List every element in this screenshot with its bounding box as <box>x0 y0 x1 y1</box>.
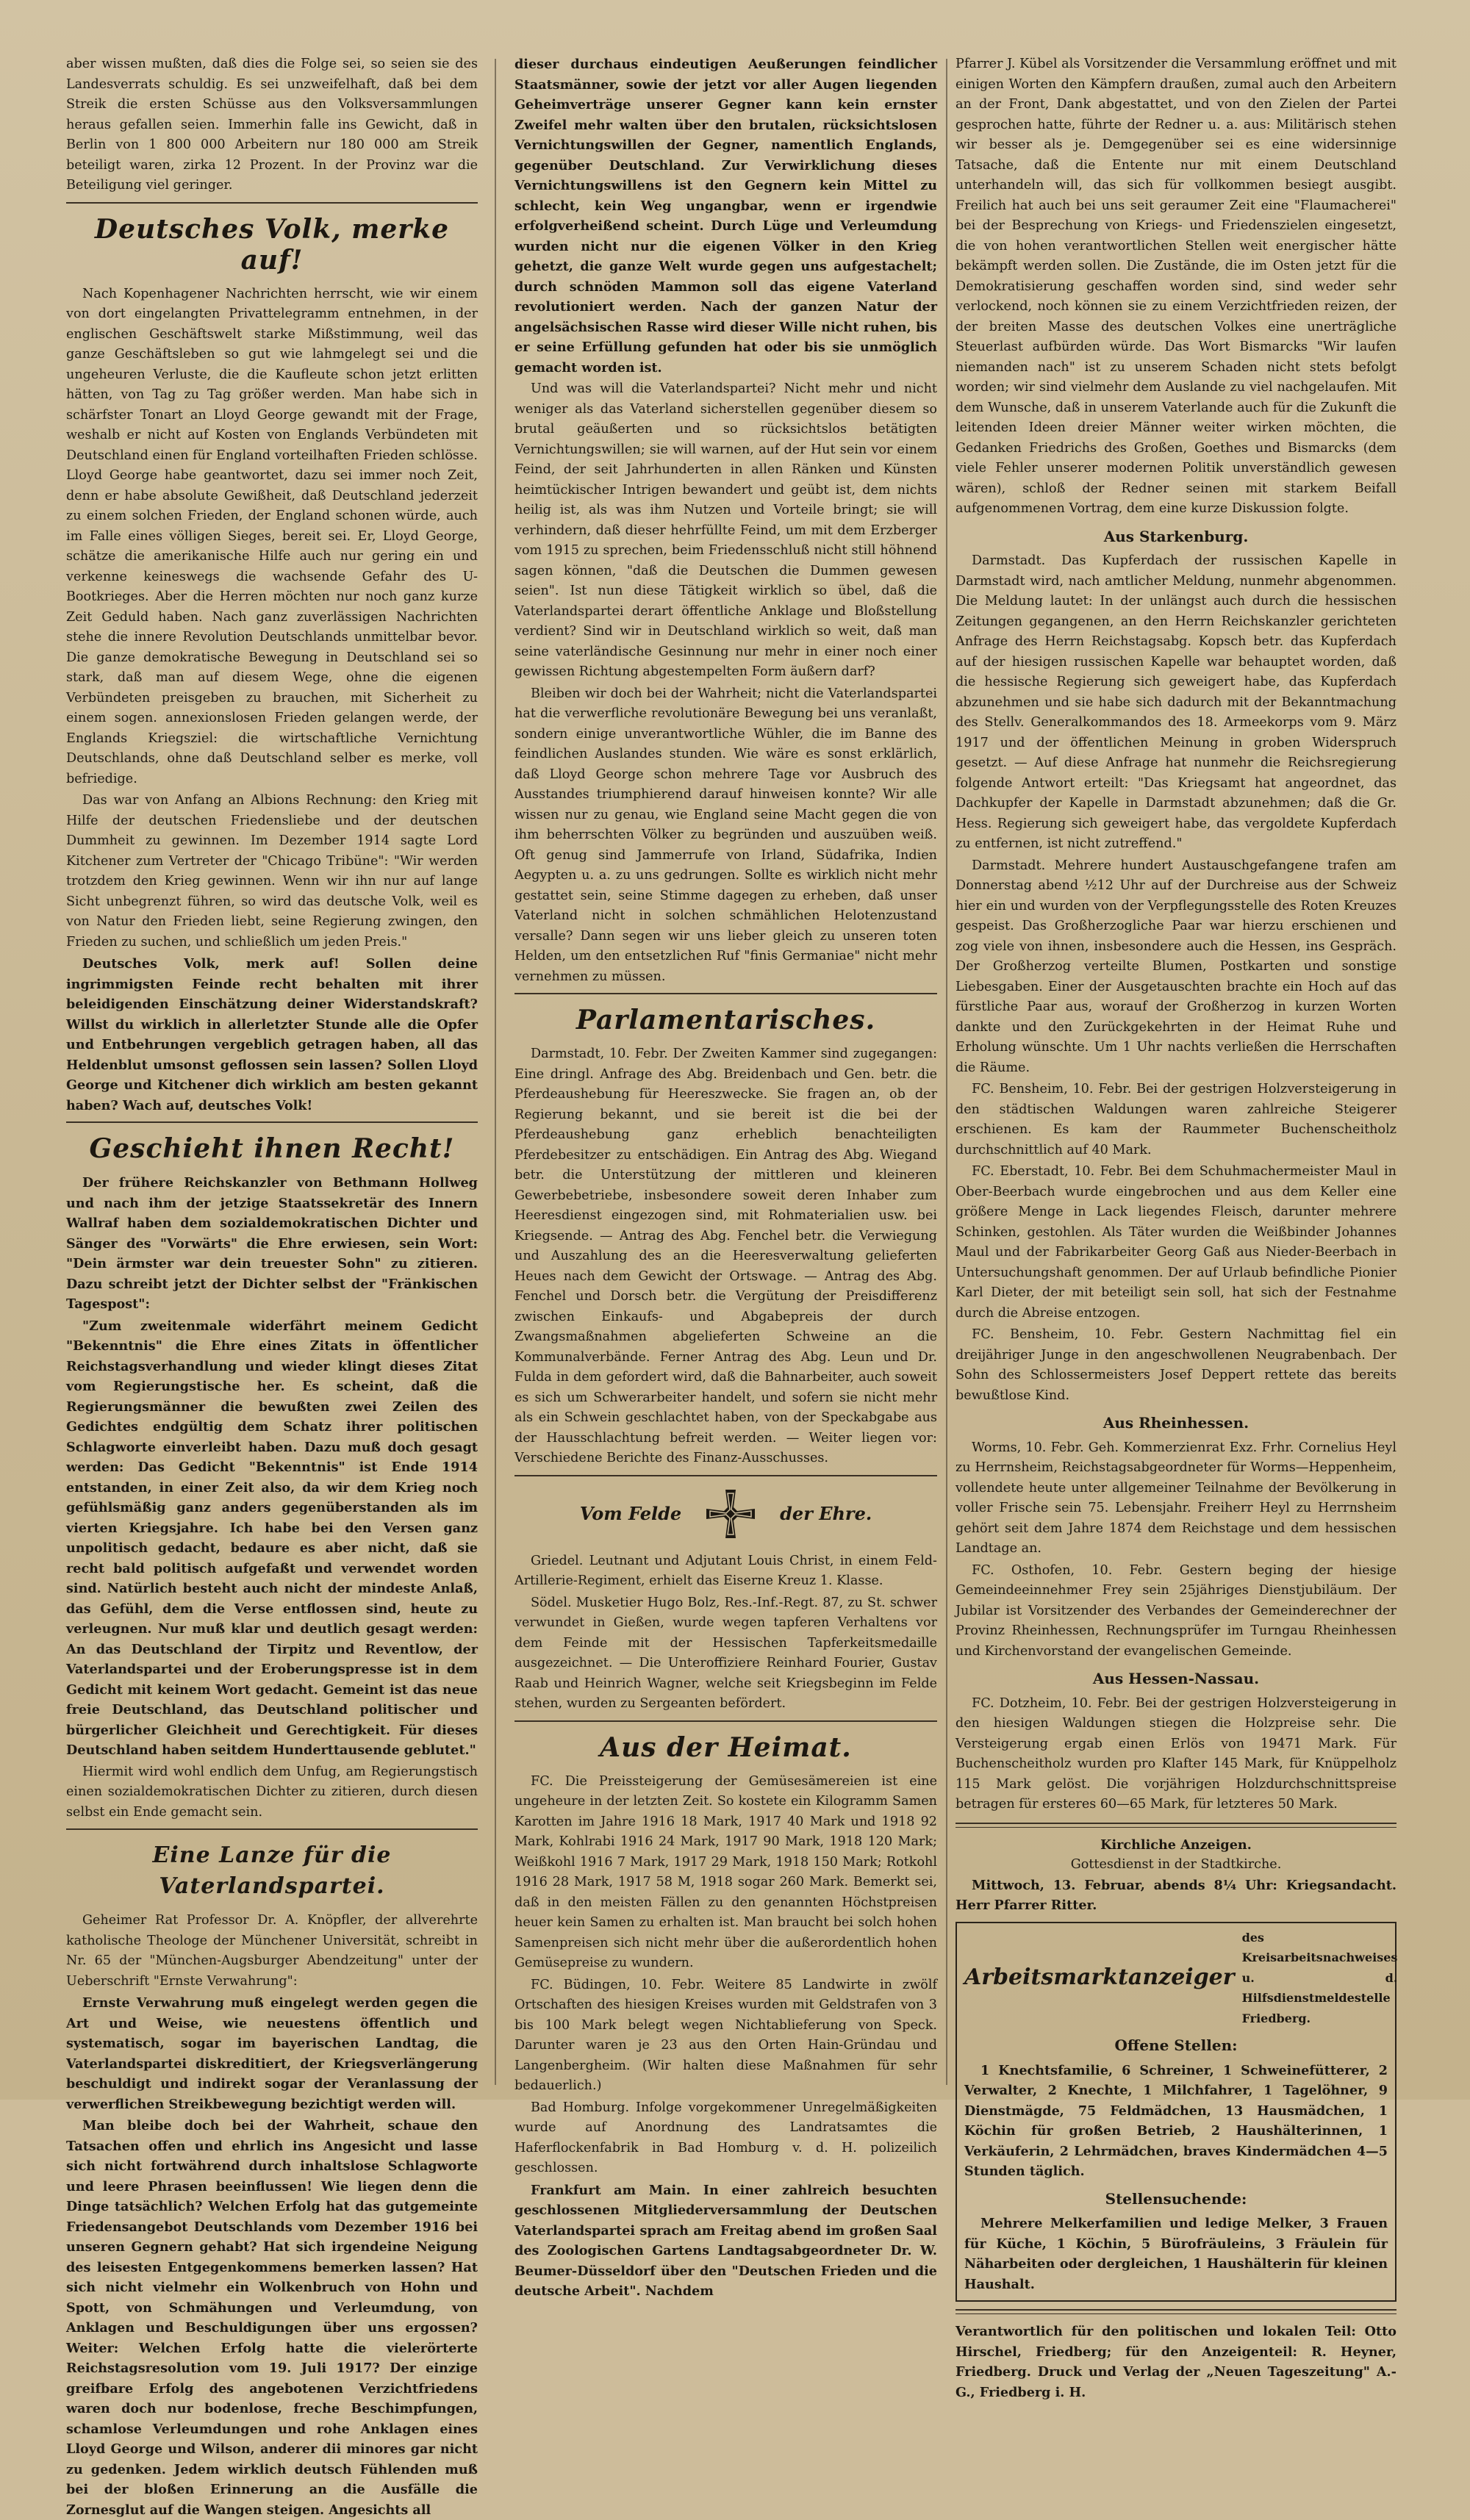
gottesdienst-subtitle: Gottesdienst in der Stadtkirche. <box>1070 1857 1282 1872</box>
stellensuchende-title: Stellensuchende: <box>1105 2189 1247 2208</box>
article-text: Griedel. Leutnant und Adjutant Louis Christ, in einem Feld-Artillerie-Regiment, erhielt das Eiserne Kreuz 1. Klasse. <box>514 1553 937 1588</box>
divider <box>66 202 478 204</box>
offene-stellen-title: Offene Stellen: <box>1114 2036 1238 2054</box>
divider <box>514 993 937 994</box>
article-text: Ernste Verwahrung muß eingelegt werden gegen die Art und Weise, wie neuestens öffentlich und systematisch, sogar im bayerischen Landtag, die Vaterlandspartei diskreditiert, der Kriegsverlängerung beschuldigt und indirekt sogar der Veranlassung der verwerflichen Streikbewegung bezichtigt werden will. <box>66 1995 478 2112</box>
article-text: Der frühere Reichskanzler von Bethmann Hollweg und nach ihm der jetzige Staatssekretär des Innern Wallraf haben dem sozialdemokratischen Dichter und Sänger des "Vorwärts" die Ehre erwiesen, sein Wort: "Dein ärmster war dein treuester Sohn" zu zitieren. Dazu schreibt jetzt der Dichter selbst der "Fränkischen Tagespost": <box>66 1175 478 1312</box>
divider <box>514 1475 937 1476</box>
article-text: Das war von Anfang an Albions Rechnung: den Krieg mit Hilfe der deutschen Friedensliebe und der deutschen Dummheit zu gewinnen. Im Dezember 1914 sagte Lord Kitchener zum Vertreter der "Chicago Tribüne": "Wir werden trotzdem den Krieg gewinnen. Wenn wir ihn nur auf lange Sicht unbegrenzt führen, so wird das deutsche Volk, weil es von Natur den Frieden liebt, seine Regierung zwingen, den Frieden zu suchen, und schließlich um jeden Preis." <box>66 793 478 950</box>
article-text: Geheimer Rat Professor Dr. A. Knöpfler, der allverehrte katholische Theologe der Münchener Universität, schreibt in Nr. 65 der "München-Augsburger Abendzeitung" unter der Ueberschrift "Ernste Verwahrung": <box>66 1913 478 1989</box>
kirchliche-anzeigen-title: Kirchliche Anzeigen. <box>1100 1837 1252 1853</box>
article-text: Darmstadt. Das Kupferdach der russischen Kapelle in Darmstadt wird, nach amtlicher Meldung, nunmehr abgenommen. Die Meldung lautet: In der unlängst auch durch die hessischen Zeitungen gegangenen, an den Herrn Reichskanzler gerichteten Anfrage des Herrn Reichstagsabg. Kopsch betr. das Kupferdach auf der hiesigen russischen Kapelle war behauptet worden, daß die hessische Regierung sich geweigert habe, das Kupferdach abzunehmen und sie habe sich dadurch mit der Bekanntmachung des Stellv. Generalkommandos des 18. Armeekorps vom 9. März 1917 und der öffentlichen Meinung in groben Widerspruch gesetzt. — Auf diese Anfrage hat nunmehr die Reichsregierung folgende Antwort erteilt: "Das Kriegsamt hat angeordnet, das Dachkupfer der Kapelle in Darmstadt abzunehmen; daß die Gr. Hess. Regierung sich geweigert habe, das vergoldete Kupferdach zu entfernen, ist nicht zutreffend." <box>956 553 1396 851</box>
article-text: FC. Die Preissteigerung der Gemüsesämereien ist eine ungeheure in der letzten Zeit. So kostete ein Kilogramm Samen Karotten im Jahre 1916 18 Mark, 1917 40 Mark und 1918 92 Mark, Kohlrabi 1916 24 Mark, 1917 90 Mark, 1918 120 Mark; Weißkohl 1916 7 Mark, 1917 29 Mark, 1918 150 Mark; Rotkohl 1916 28 Mark, 1917 58 M, 1918 sogar 260 Mark. Bemerkt sei, daß in den meisten Fällen zu den genannten Höchstpreisen heuer kein Samen zu erhalten ist. Man braucht bei solch hohen Samenpreisen sich nicht mehr über die außerordentlich hohen Gemüsepreise zu wundern. <box>514 1773 937 1970</box>
section-aus-starkenburg: Aus Starkenburg. <box>1103 527 1249 545</box>
column-3 <box>956 54 1398 2400</box>
article-text: Bleiben wir doch bei der Wahrheit; nicht die Vaterlandspartei hat die verwerfliche revolutionäre Bewegung bei uns veranlaßt, sondern einige unverantwortliche Wühler, die im Banne des feindlichen Auslandes stunden. Wie wäre es sonst erklärlich, daß Lloyd George schon mehrere Tage vor Ausbruch des Ausstandes triumphierend darauf hinweisen konnte? Wir alle wissen nur zu genau, wie England seine Macht gegen die von ihm beherrschten Völker zu begründen und auszuüben weiß. Oft genug sind Jammerrufe von Irland, Südafrika, Indien Aegypten u. a. zu uns gedrungen. Sollte es wirklich nicht mehr gestattet sein, seine Stimme dagegen zu erheben, daß unser Vaterland nicht in solchen schmählichen Helotenzustand versalle? Dann segen wir uns lieber gleich zu unseren toten Helden, um den entsetzlichen Ruf "finis Germaniae" nicht mehr vernehmen zu müssen. <box>514 686 937 984</box>
article-text: "Zum zweitenmale widerfährt meinem Gedicht "Bekenntnis" die Ehre eines Zitats in öffentlicher Reichstagsverhandlung und wieder klingt dieses Zitat vom Regierungstische her. Es scheint, daß die Regierungsmänner die bewußten zwei Zeilen des Gedichtes endgültig dem Schatz ihrer politischen Schlagworte einverleibt haben. Dazu muß doch gesagt werden: Das Gedicht "Bekenntnis" ist Ende 1914 entstanden, in einer Zeit also, da wir dem Krieg noch gefühlsmäßig ganz anders gegenüberstanden als im vierten Kriegsjahre. Ich habe bei den Versen ganz unpolitisch gedacht, bedaure es aber nicht, daß sie recht bald politisch aufgefaßt und verwendet worden sind. Natürlich besteht auch nicht der mindeste Anlaß, das Gefühl, dem die Verse entflossen sind, heute zu verleugnen. Nur muß klar und deutlich gesagt werden: An das Deutschland der Tirpitz und Reventlow, der Vaterlandspartei und der Eroberungspresse ist in dem Gedicht mit keinem Wort gedacht. Gemeint ist das neue freie Deutschland, das Deutschland politischer und bürgerlicher Gleichheit und Gerechtigkeit. Für dieses Deutschland haben seitdem Hunderttausende geblutet." <box>66 1318 478 1758</box>
article-text: Södel. Musketier Hugo Bolz, Res.-Inf.-Regt. 87, zu St. schwer verwundet in Gießen, wurde wegen tapferen Verhaltens vor dem Feinde mit der Hessischen Tapferkeitsmedaille ausgezeichnet. — Die Unteroffiziere Reinhard Fourier, Gustav Raab und Heinrich Wagner, welche seit Kriegsbeginn im Felde stehen, wurden zu Sergeanten befördert. <box>514 1595 937 1711</box>
article-text: Bad Homburg. Infolge vorgekommener Unregelmäßigkeiten wurde auf Anordnung des Landratsamtes die Haferflockenfabrik in Bad Homburg v. d. H. polizeilich geschlossen. <box>514 2100 937 2175</box>
arbeitsmarkt-box <box>956 1922 1396 2302</box>
article-text: Deutsches Volk, merk auf! Sollen deine ingrimmigsten Feinde recht behalten mit ihrer beleidigenden Einschätzung deiner Widerstandskraft? Willst du wirklich in allerletzter Stunde alle die Opfer und Entbehrungen vergeblich getragen haben, all das Heldenblut umsonst geflossen sein lassen? Sollen Lloyd George und Kitchener dich wirklich am besten gekannt haben? Wach auf, deutsches Volk! <box>66 956 478 1113</box>
article-text: Und was will die Vaterlandspartei? Nicht mehr und nicht weniger als das Vaterland sicherstellen gegenüber diesem so brutal geäußerten und so rücksichtslos betätigten Vernichtungswillen; sie will warnen, auf der Hut sein vor einem Feind, der seit Jahrhunderten in allen Ränken und Künsten heimtückischer Intrigen bewandert und geübt ist, dem nichts heilig ist, als was ihm Nutzen und Vorteile bringt; sie will verhindern, daß dieser hehrfüllte Feind, um mit dem Erzberger vom 1915 zu sprechen, beim Friedensschluß nicht still höhnend sagen können, "daß die Deutschen die Dummen gewesen seien". Ist nun diese Tätigkeit wirklich so übel, daß die Vaterlandspartei derart öffentliche Anklage und Bloßstellung verdient? Sind wir in Deutschland wirklich so weit, daß man seine vaterländische Gesinnung nur mehr in einer noch einer gewissen Richtung abgestempelten Form äußern darf? <box>514 381 937 679</box>
section-title-left: Vom Felde <box>579 1502 682 1524</box>
divider <box>66 1828 478 1830</box>
article-text: FC. Bensheim, 10. Febr. Bei der gestrigen Holzversteigerung in den städtischen Waldungen waren zahlreiche Steigerer erschienen. Es kam der Raummeter Buchenscheitholz durchschnittlich auf 40 Mark. <box>956 1082 1396 1157</box>
section-title-right: der Ehre. <box>780 1502 872 1524</box>
offene-stellen-text: 1 Knechtsfamilie, 6 Schreiner, 1 Schweinefütterer, 2 Verwalter, 2 Knechte, 1 Milchfahrer, 1 Tagelöhner, 9 Dienstmägde, 75 Feldmädchen, 13 Hausmädchen, 1 Köchin für großen Betrieb, 2 Haushälterinnen, 1 Verkäuferin, 2 Lehrmädchen, braves Kindermädchen 4—5 Stunden täglich. <box>964 2062 1388 2179</box>
article-text: Darmstadt. Mehrere hundert Austauschgefangene trafen am Donnerstag abend ½12 Uhr auf der Durchreise aus der Schweiz hier ein und wurden von der Verpflegungsstelle des Roten Kreuzes gespeist. Das Großherzogliche Paar war hierzu erschienen und zog viele von ihnen, insbesondere auch die Hessen, ins Gespräch. Der Großherzog verteilte Blumen, Postkarten und sonstige Liebesgaben. Einer der Ausgetauschten brachte ein Hoch auf das fürstliche Paar aus, worauf der Großherzog in kurzen Worten dankte und den Zurückgekehrten in der Heimat Ruhe und Erholung wünschte. Um 1 Uhr nachts verließen die Herrschaften die Räume. <box>956 858 1396 1075</box>
article-text: dieser durchaus eindeutigen Aeußerungen feindlicher Staatsmänner, sowie der jetzt vor aller Augen liegenden Geheimverträge unserer Gegner kann kein ernster Zweifel mehr walten über den brutalen, rücksichtslosen Vernichtungswillen der Gegner, namentlich Englands, gegenüber Deutschland. Zur Verwirklichung dieses Vernichtungswillens ist den Gegnern kein Mittel zu schlecht, kein Weg ungangbar, wenn er irgendwie erfolgverheißend scheint. Durch Lüge und Verleumdung wurden nicht nur die eigenen Völker in den Krieg gehetzt, die ganze Welt wurde gegen uns aufgestachelt; durch schnöden Mammon soll das eigene Vaterland revolutioniert werden. Nach der ganzen Natur der angelsächsischen Rasse wird dieser Wille nicht ruhen, bis er seine Erfüllung gefunden hat oder bis sie unmöglich gemacht worden ist. <box>514 57 937 376</box>
article-text: Frankfurt am Main. In einer zahlreich besuchten geschlossenen Mitgliederversammlung der Deutschen Vaterlandspartei sprach am Freitag abend im großen Saal des Zoologischen Gartens Landtagsabgeordneter Dr. W. Beumer-Düsseldorf über den "Deutschen Frieden und die deutsche Arbeit". Nachdem <box>514 2182 937 2299</box>
headline-deutsches-volk: Deutsches Volk, merke auf! <box>94 213 450 276</box>
article-text: Hiermit wird wohl endlich dem Unfug, am Regierungstisch einen sozialdemokratischen Dichter zu zitieren, durch diesen selbst ein Ende gemacht sein. <box>66 1764 478 1820</box>
headline-geschieht-ihnen-recht: Geschieht ihnen Recht! <box>89 1133 455 1164</box>
section-vom-felde-der-ehre <box>514 1487 937 1541</box>
article-text: FC. Eberstadt, 10. Febr. Bei dem Schuhmachermeister Maul in Ober-Beerbach wurde eingebrochen und aus dem Keller eine größere Menge in Lack liegendes Fleisch, darunter mehrere Schinken, gestohlen. Als Täter wurden die Weißbinder Johannes Maul und der Fabrikarbeiter Georg Gaß aus Nieder-Beerbach in Untersuchungshaft genommen. Der auf Urlaub befindliche Pionier Karl Dieter, der mit beteiligt sein soll, hat sich der Festnahme durch die Abreise entzogen. <box>956 1164 1396 1321</box>
article-text: Worms, 10. Febr. Geh. Kommerzienrat Exz. Frhr. Cornelius Heyl zu Herrnsheim, Reichstagsabgeordneter für Worms—Heppenheim, vollendete heute unter allgemeiner Teilnahme der Bevölkerung in voller Frische sein 75. Lebensjahr. Freiherr Heyl zu Herrnsheim gehört seit dem Jahre 1874 dem Reichstage und dem hessischen Landtage an. <box>956 1440 1396 1556</box>
iron-cross-icon <box>703 1487 758 1541</box>
section-aus-hessen-nassau: Aus Hessen-Nassau. <box>1092 1670 1260 1687</box>
article-text: aber wissen mußten, daß dies die Folge sei, so seien sie des Landesverrats schuldig. Es sei unzweifelhaft, daß bei dem Streik die ersten Schüsse aus den Volksversammlungen heraus gefallen seien. Immerhin falle ins Gewicht, daß in Berlin von 1 800 000 Arbeitern nur 180 000 am Streik beteiligt waren, zirka 12 Prozent. In der Provinz war die Beteiligung viel geringer. <box>66 57 478 193</box>
article-text: Darmstadt, 10. Febr. Der Zweiten Kammer sind zugegangen: Eine dringl. Anfrage des Abg. Breidenbach und Gen. betr. die Pferdeaushebung für Heereszwecke. Sie fragen an, ob der Regierung bekannt, und sie bereit ist die bei der Pferdeaushebung ganz erheblich benachteiligten Pferdebesitzer zu entschädigen. Ein Antrag des Abg. Wiegand betr. die Unterstützung der mittleren und kleineren Gewerbebetriebe, insbesondere soweit deren Inhaber zum Heeresdienst eingezogen sind, mit Rohmaterialien usw. bei Kriegsende. — Antrag des Abg. Fenchel betr. die Verwiegung und Auszahlung des an die Heeresverwaltung gelieferten Heues nach dem Gewicht der Ortswage. — Antrag des Abg. Fenchel und Dorsch betr. die Vergütung der Preisdifferenz zwischen Einkaufs- und Abgabepreis der durch Zwangsmaßnahmen abgelieferten Schweine an die Kommunalverbände. Ferner Antrag des Abg. Leun und Dr. Fulda in dem gefordert wird, daß die Bahnarbeiter, auch soweit es sich um Schwerarbeiter handelt, und sofern sie nicht mehr als ein Schwein geschlachtet haben, von der Speckabgabe aus der Hausschlachtung befreit werden. — Weiter liegen vor: Verschiedene Berichte des Finanz-Ausschusses. <box>514 1047 937 1465</box>
article-text: FC. Osthofen, 10. Febr. Gestern beging der hiesige Gemeindeeinnehmer Frey sein 25jähriges Dienstjubiläum. Der Jubilar ist Vorsitzender des Verbandes der Gemeinderechner der Provinz Rheinhessen, Rechnungsprüfer im Turngau Rheinhessen und Kirchenvorstand der evangelischen Gemeinde. <box>956 1562 1396 1659</box>
divider <box>66 1121 478 1123</box>
stellensuchende-text: Mehrere Melkerfamilien und ledige Melker, 3 Frauen für Küche, 1 Köchin, 5 Bürofräuleins, 3 Fräulein für Näharbeiten oder dergleichen, 1 Haushälterin für kleinen Haushalt. <box>964 2216 1388 2292</box>
article-text: FC. Büdingen, 10. Febr. Weitere 85 Landwirte in zwölf Ortschaften des hiesigen Kreises wurden mit Geldstrafen von 3 bis 100 Mark belegt wegen Nichtablieferung von Speck. Darunter waren je 23 aus den Orten Hain-Gründau und Langenbergheim. (Wir halten diese Maßnahmen für sehr bedauerlich.) <box>514 1977 937 2093</box>
section-aus-rheinhessen: Aus Rheinhessen. <box>1102 1414 1250 1432</box>
gottesdienst-text: Mittwoch, 13. Februar, abends 8¼ Uhr: Kriegsandacht. Herr Pfarrer Ritter. <box>956 1877 1396 1913</box>
divider <box>956 2309 1396 2314</box>
article-text: Nach Kopenhagener Nachrichten herrscht, wie wir einem von dort eingelangten Privattelegramm entnehmen, in der englischen Geschäftswelt starke Mißstimmung, weil das ganze Geschäftsleben so gut wie lahmgelegt sei und die ungeheuren Verluste, die die Kaufleute schon jetzt erlitten hätten, von Tag zu Tag größer werden. Man habe sich in schärfster Tonart an Lloyd George gewandt mit der Frage, weshalb er nicht auf Kosten von Englands Verbündeten mit Deutschland einen für England vorteilhaften Frieden schlösse. Lloyd George habe geantwortet, dazu sei immer noch Zeit, denn er habe absolute Gewißheit, daß Deutschland jederzeit zu einem solchen Frieden, der England schonen würde, auch im Falle eines völligen Sieges, bereit sei. Er, Lloyd George, schätze die amerikanische Hilfe auch nur gering ein und verkenne keineswegs die wachsende Gefahr des U-Bootkrieges. Aber die Herren möchten nur noch ganz kurze Zeit Geduld haben. Nach ganz zuverlässigen Nachrichten stehe die innere Revolution Deutschlands unmittelbar bevor. Die ganze demokratische Bewegung in Deutschland sei so stark, daß man auf diesem Wege, ohne die eigenen Verbündeten preisgeben zu brauchen, mit Sicherheit zu einem sogen. annexionslosen Frieden gelangen werde, der Englands Kriegsziel: die wirtschaftliche Vernichtung Deutschlands, ohne daß Deutschland selber es merke, voll befriedige. <box>66 286 478 786</box>
article-text: FC. Dotzheim, 10. Febr. Bei der gestrigen Holzversteigerung in den hiesigen Waldungen stiegen die Holzpreise sehr. Die Versteigerung ergab einen Erlös von 19471 Mark. Für Buchenscheitholz wurden pro Klafter 145 Mark, für Knüppelholz 115 Mark gelöst. Die vorjährigen Holzdurchschnittspreise betragen für ersteres 60—65 Mark, für letzteres 50 Mark. <box>956 1695 1396 1812</box>
column-rule <box>946 59 947 2085</box>
headline-parlamentarisches: Parlamentarisches. <box>576 1005 876 1035</box>
column-1 <box>66 54 478 2518</box>
arbeitsmarkt-subtitle: des Kreisarbeitsnachweises u. d. Hilfsdienstmeldestelle Friedberg. <box>1241 1930 1398 2025</box>
column-2 <box>514 54 937 2299</box>
arbeitsmarkt-title: Arbeitsmarktanzeiger <box>964 1964 1235 1991</box>
article-text: FC. Bensheim, 10. Febr. Gestern Nachmittag fiel ein dreijähriger Junge in den angeschwollenen Neugrabenbach. Der Sohn des Schlossermeisters Josef Deppert rettete das bereits bewußtlose Kind. <box>956 1327 1396 1403</box>
article-text: Pfarrer J. Kübel als Vorsitzender die Versammlung eröffnet und mit einigen Worten den Kämpfern draußen, zumal auch den Arbeitern an der Front, Dank abgestattet, und von den Zielen der Partei gesprochen hatte, führte der Redner u. a. aus: Militärisch stehen wir besser als je. Demgegenüber sei es eine widersinnige Tatsache, daß die Entente nur mit einem Deutschland unterhandeln will, das sich für vollkommen besiegt ausgibt. Freilich hat auch bei uns seit geraumer Zeit eine "Flaumacherei" bei der Besprechung von Kriegs- und Friedenszielen eingesetzt, die von hohen verantwortlichen Stellen weit energischer hätte bekämpft werden sollen. Die Zustände, die im Osten jetzt für die Demokratisierung geschaffen worden sind, sind weder sehr verlockend, noch können sie zu einem Verzichtfrieden reizen, der der breiten Masse des deutschen Volkes eine unerträgliche Steuerlast aufbürden würde. Das Wort Bismarcks "Wir laufen niemanden nach" ist zu unserem Schaden nicht stets befolgt worden; wir sind vielmehr dem Auslande zu viel nachgelaufen. Mit dem Wunsche, daß in unserem Vaterlande auch für die Zukunft die leitenden Ideen dreier Männer weiter wirken möchten, die Gedanken Friedrichs des Großen, Goethes und Bismarcks (dem viele Fehler unserer modernen Politik unverständlich gewesen wären), schloß der Redner seinen mit starkem Beifall aufgenommenen Vortrag, dem eine kurze Diskussion folgte. <box>956 57 1396 516</box>
divider <box>956 1823 1396 1828</box>
headline-lanze-vaterlandspartei: Eine Lanze für die Vaterlandspartei. <box>152 1842 392 1899</box>
headline-aus-der-heimat: Aus der Heimat. <box>600 1731 852 1763</box>
divider <box>514 1720 937 1722</box>
imprint: Verantwortlich für den politischen und lokalen Teil: Otto Hirschel, Friedberg; für den Anzeigenteil: R. Heyner, Friedberg. Druck und Verlag der „Neuen Tageszeitung" A.-G., Friedberg i. H. <box>956 2324 1396 2400</box>
article-text: Man bleibe doch bei der Wahrheit, schaue den Tatsachen offen und ehrlich ins Angesicht und lasse sich nicht fortwährend durch inhaltslose Schlagworte und leere Phrasen beeinflussen! Wie liegen denn die Dinge tatsächlich? Welchen Erfolg hat das gutgemeinte Friedensangebot Deutschlands vom Dezember 1916 bei unseren Gegnern gehabt? Hat sich irgendeine Neigung des leisesten Entgegenkommens bemerken lassen? Hat sich nicht vielmehr ein Wolkenbruch von Hohn und Spott, von Schmähungen und Verleumdung, von Anklagen und Beschuldigungen über uns ergossen? Weiter: Welchen Erfolg hatte die vielerörterte Reichstagsresolution vom 19. Juli 1917? Der einzige greifbare Erfolg des angebotenen Verzichtfriedens waren doch nur bodenlose, freche Beschimpfungen, schamlose Verleumdungen und rohe Anklagen eines Lloyd George und Wilson, anderer dii minores gar nicht zu gedenken. Jedem wirklich deutsch Fühlenden muß bei der bloßen Erinnerung an die Ausfälle die Zornesglut auf die Wangen steigen. Angesichts all <box>66 2118 478 2518</box>
column-rule <box>495 59 496 2085</box>
